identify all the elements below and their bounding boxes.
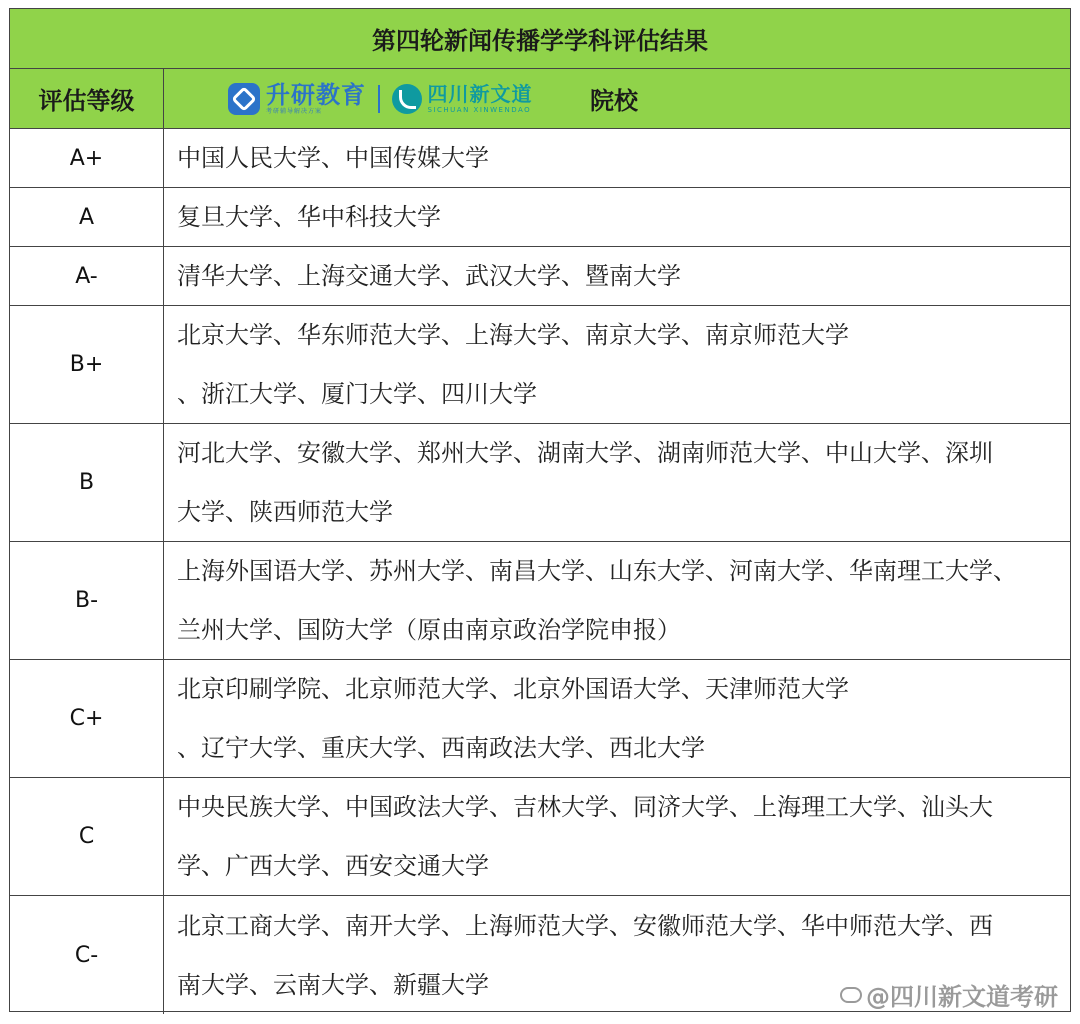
school-line: 兰州大学、国防大学（原由南京政治学院申报） <box>177 615 681 644</box>
school-line: 南大学、云南大学、新疆大学 <box>177 970 489 999</box>
logo-group <box>228 79 533 119</box>
school-list <box>177 778 1060 895</box>
school-line: 中央民族大学、中国政法大学、吉林大学、同济大学、上海理工大学、汕头大 <box>177 793 993 822</box>
header-school-cell <box>164 69 1070 128</box>
xinwendao-logo-icon <box>392 84 422 114</box>
school-list <box>177 542 1060 659</box>
table-row <box>10 188 1070 247</box>
grade-label: C <box>78 824 95 849</box>
watermark-text: @四川新文道考研 <box>866 983 1058 1011</box>
school-line: 、辽宁大学、重庆大学、西南政法大学、西北大学 <box>177 733 705 762</box>
school-line: 复旦大学、华中科技大学 <box>177 203 441 231</box>
school-cell <box>164 542 1070 659</box>
header-school-label: 院校 <box>590 87 638 115</box>
table-title: 第四轮新闻传播学学科评估结果 <box>372 27 708 55</box>
school-cell <box>164 129 1070 187</box>
school-cell <box>164 306 1070 423</box>
grade-cell <box>10 188 164 246</box>
watermark-icon <box>840 987 862 1003</box>
school-cell <box>164 424 1070 541</box>
school-cell <box>164 778 1070 895</box>
school-line: 中国人民大学、中国传媒大学 <box>177 144 489 172</box>
school-line: 大学、陕西师范大学 <box>177 497 393 526</box>
grade-label: C- <box>74 942 99 968</box>
school-cell <box>164 247 1070 305</box>
grade-cell <box>10 129 164 187</box>
shengyan-logo-sub: 考研辅导解决方案 <box>266 108 323 115</box>
grade-label: A+ <box>69 145 104 171</box>
grade-label: B- <box>74 588 99 613</box>
shengyan-logo <box>266 83 366 115</box>
grade-label: A- <box>75 263 98 289</box>
school-line: 学、广西大学、西安交通大学 <box>177 851 489 880</box>
table-row <box>10 778 1070 896</box>
watermark <box>840 977 1058 1012</box>
school-cell <box>164 188 1070 246</box>
shengyan-logo-name: 升研教育 <box>266 81 366 109</box>
school-list <box>177 660 1060 777</box>
shengyan-logo-icon <box>228 83 260 115</box>
xinwendao-logo-name: 四川新文道 <box>427 82 533 106</box>
grade-cell <box>10 424 164 541</box>
school-line: 北京工商大学、南开大学、上海师范大学、安徽师范大学、华中师范大学、西 <box>177 911 993 940</box>
school-line: 北京印刷学院、北京师范大学、北京外国语大学、天津师范大学 <box>177 675 849 704</box>
school-list <box>177 129 1060 187</box>
table-row <box>10 306 1070 424</box>
header-grade-label: 评估等级 <box>38 87 135 115</box>
table-row <box>10 542 1070 660</box>
school-line: 上海外国语大学、苏州大学、南昌大学、山东大学、河南大学、华南理工大学、 <box>177 557 1017 586</box>
school-list <box>177 188 1060 246</box>
grade-cell <box>10 778 164 895</box>
grade-cell <box>10 660 164 777</box>
school-list <box>177 247 1060 305</box>
table-row <box>10 424 1070 542</box>
table-row <box>10 660 1070 778</box>
school-line: 、浙江大学、厦门大学、四川大学 <box>177 379 537 408</box>
school-line: 清华大学、上海交通大学、武汉大学、暨南大学 <box>177 262 681 290</box>
school-list <box>177 424 1060 541</box>
table-row <box>10 129 1070 188</box>
grade-label: B <box>78 470 95 495</box>
header-row <box>10 69 1070 129</box>
school-line: 北京大学、华东师范大学、上海大学、南京大学、南京师范大学 <box>177 321 849 350</box>
logo-divider <box>378 85 380 113</box>
school-cell <box>164 660 1070 777</box>
grade-cell <box>10 247 164 305</box>
school-list <box>177 306 1060 423</box>
grade-cell <box>10 896 164 1014</box>
header-grade-cell <box>10 69 164 128</box>
results-table <box>9 8 1071 1012</box>
xinwendao-logo-sub: SICHUAN XINWENDAO <box>427 106 532 114</box>
table-row <box>10 247 1070 306</box>
grade-cell <box>10 542 164 659</box>
grade-label: A <box>78 204 95 230</box>
grade-cell <box>10 306 164 423</box>
grade-label: B+ <box>69 352 104 377</box>
xinwendao-logo <box>428 84 533 114</box>
grade-label: C+ <box>69 706 104 731</box>
title-row <box>10 9 1070 69</box>
school-line: 河北大学、安徽大学、郑州大学、湖南大学、湖南师范大学、中山大学、深圳 <box>177 439 993 468</box>
